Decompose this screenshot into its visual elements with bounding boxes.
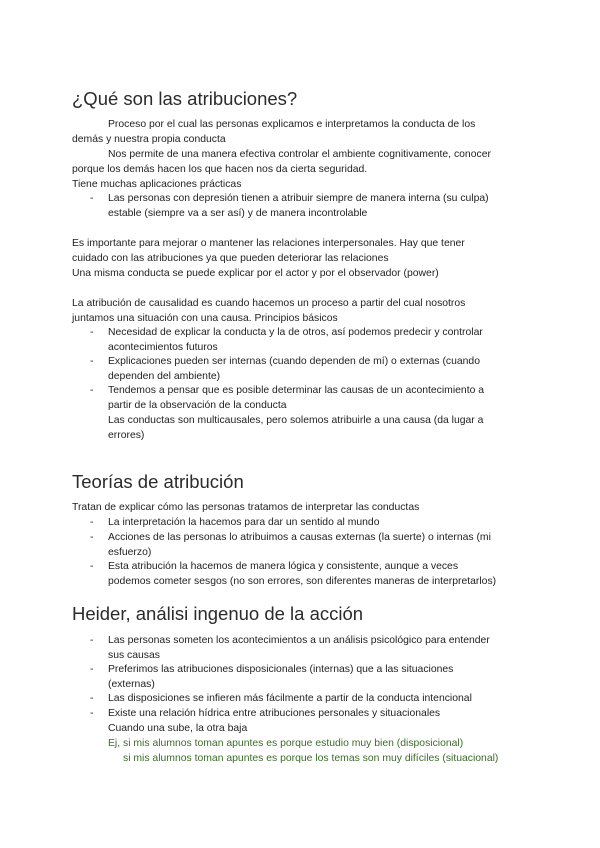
bullet-dash: - xyxy=(90,517,94,528)
example-situacional: si mis alumnos toman apuntes es porque los temas son muy difíciles (situacional) xyxy=(123,753,499,764)
list-item-text: Necesidad de explicar la conducta y la de otros, así podemos predecir y controlar xyxy=(108,327,483,338)
paragraph-line: juntamos una situación con una causa. Principios básicos xyxy=(72,313,338,324)
section-title-heider: Heider, análisi ingenuo de la acción xyxy=(72,603,364,624)
list-item-text: Explicaciones pueden ser internas (cuando dependen de mí) o externas (cuando xyxy=(108,356,480,367)
bullet-dash: - xyxy=(90,561,94,572)
list-item-continuation: dependen del ambiente) xyxy=(108,371,221,382)
section-title-teorias: Teorías de atribución xyxy=(72,471,244,492)
paragraph-line: demás y nuestra propia conducta xyxy=(72,134,226,145)
bullet-dash: - xyxy=(90,327,94,338)
bullet-dash: - xyxy=(90,532,94,543)
list-item-text: Existe una relación hídrica entre atribuciones personales y situacionales xyxy=(108,708,441,719)
bullet-dash: - xyxy=(90,356,94,367)
paragraph-line: Proceso por el cual las personas explicamos e interpretamos la conducta de los xyxy=(108,119,476,130)
bullet-dash: - xyxy=(90,708,94,719)
paragraph-line: Tratan de explicar cómo las personas tratamos de interpretar las conductas xyxy=(72,502,420,513)
bullet-dash: - xyxy=(90,385,94,396)
list-item-continuation: Cuando una sube, la otra baja xyxy=(108,723,248,734)
paragraph-line: cuidado con las atribuciones ya que pueden deteriorar las relaciones xyxy=(72,253,389,264)
bullet-dash: - xyxy=(90,193,94,204)
list-item-text: Preferimos las atribuciones disposicionales (internas) que a las situaciones xyxy=(108,664,454,675)
list-item-continuation: estable (siempre va a ser así) y de manera incontrolable xyxy=(108,208,368,219)
paragraph-line: Una misma conducta se puede explicar por el actor y por el observador (power) xyxy=(72,268,439,279)
list-item-continuation: sus causas xyxy=(108,650,160,661)
list-item-text: La interpretación la hacemos para dar un sentido al mundo xyxy=(108,517,380,528)
example-disposicional: Ej, si mis alumnos toman apuntes es porque estudio muy bien (disposicional) xyxy=(108,738,464,749)
list-item-continuation: acontecimientos futuros xyxy=(108,342,218,353)
list-item-text: Acciones de las personas lo atribuimos a causas externas (la suerte) o internas (mi xyxy=(108,532,491,543)
list-item-text: Esta atribución la hacemos de manera lógica y consistente, aunque a veces xyxy=(108,561,459,572)
list-item-continuation: (externas) xyxy=(108,679,155,690)
bullet-dash: - xyxy=(90,664,94,675)
bullet-dash: - xyxy=(90,635,94,646)
list-item-text: Tendemos a pensar que es posible determinar las causas de un acontecimiento a xyxy=(108,385,485,396)
list-item-continuation: podemos cometer sesgos (no son errores, son diferentes maneras de interpretarlos) xyxy=(108,576,497,587)
list-item-text: Las personas con depresión tienen a atribuir siempre de manera interna (su culpa) xyxy=(108,193,489,204)
paragraph-line: La atribución de causalidad es cuando hacemos un proceso a partir del cual nosotros xyxy=(72,298,466,309)
paragraph-line: Tiene muchas aplicaciones prácticas xyxy=(72,179,242,190)
paragraph-line: Es importante para mejorar o mantener las relaciones interpersonales. Hay que tener xyxy=(72,238,465,249)
list-item-continuation: esfuerzo) xyxy=(108,547,152,558)
list-item-text: Las personas someten los acontecimientos a un análisis psicológico para entender xyxy=(108,635,490,646)
list-item-continuation: partir de la observación de la conducta xyxy=(108,400,287,411)
paragraph-line: Nos permite de una manera efectiva controlar el ambiente cognitivamente, conocer xyxy=(108,149,491,160)
paragraph-line: porque los demás hacen los que hacen nos da cierta seguridad. xyxy=(72,164,368,175)
section-title-atribuciones: ¿Qué son las atribuciones? xyxy=(72,88,298,109)
list-item-continuation: Las conductas son multicausales, pero solemos atribuirle a una causa (da lugar a xyxy=(108,415,484,426)
bullet-dash: - xyxy=(90,693,94,704)
list-item-continuation: errores) xyxy=(108,430,145,441)
list-item-text: Las disposiciones se infieren más fácilmente a partir de la conducta intencional xyxy=(108,693,472,704)
